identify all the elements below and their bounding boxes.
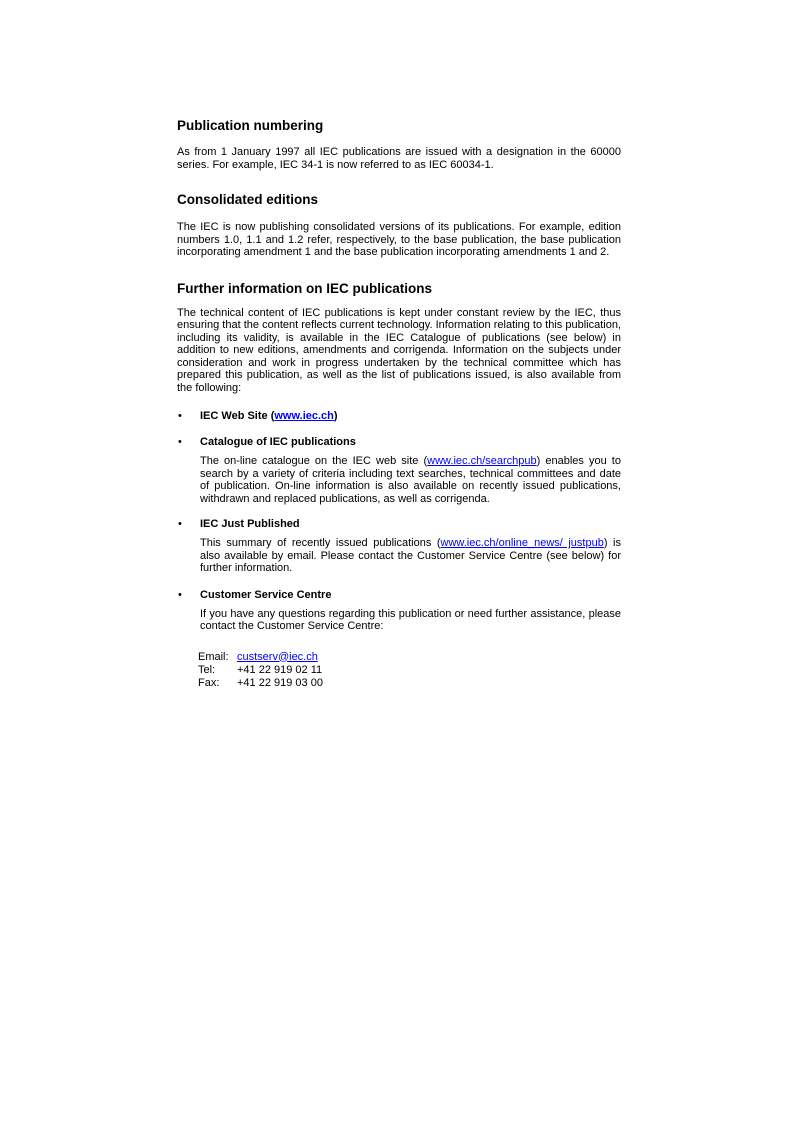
- paragraph-publication-numbering: As from 1 January 1997 all IEC publications are issued with a designation in the 60000 series. For example, IEC 34-1 is now referred to as IEC 60034-1.: [177, 146, 621, 171]
- fax-label: Fax:: [198, 676, 220, 689]
- email-link[interactable]: custserv@iec.ch: [237, 650, 318, 663]
- bullet-title-customer-service: • Customer Service Centre: [200, 588, 332, 601]
- heading-publication-numbering: Publication numbering: [177, 118, 324, 133]
- just-published-body-prefix: This summary of recently issued publications (: [200, 537, 441, 549]
- contact-tel-row: [198, 664, 621, 677]
- just-published-body-suffix: ) is also available by email. Please contact the Customer Service Centre (see below) for further information.: [200, 537, 621, 574]
- justpub-link[interactable]: www.iec.ch/online_news/ justpub: [440, 537, 604, 549]
- contact-email-row: [198, 651, 621, 664]
- page-content: [177, 118, 621, 690]
- bullet-title-suffix: ): [333, 410, 338, 422]
- contact-fax-row: [198, 677, 621, 690]
- tel-label: Tel:: [198, 663, 216, 676]
- paragraph-further-information: The technical content of IEC publications is kept under constant review by the IEC, thus ensuring that the content reflects current technology. Information relating to this publication, including its validity, is available in the IEC Catalogue of publications (see below) in addition to new editions, amendments and corrigenda. Information on the subjects under consideration and work in progress undertaken by the technical committee which has prepared this publication, as well as the list of publications issued, is also available from the following:: [177, 306, 621, 394]
- heading-consolidated-editions: Consolidated editions: [177, 192, 319, 207]
- bullet-customer-service: [177, 589, 621, 633]
- bullet-just-published: [177, 518, 621, 575]
- paragraph-customer-service: If you have any questions regarding this publication or need further assistance, please contact the Customer Service Centre:: [200, 607, 621, 632]
- bullet-catalogue: [177, 436, 621, 505]
- bullet-title-catalogue: • Catalogue of IEC publications: [200, 436, 356, 448]
- bullet-title-iec-web-site: [200, 410, 621, 423]
- iec-web-site-link[interactable]: www.iec.ch: [274, 410, 334, 422]
- email-label: Email:: [198, 650, 229, 663]
- bullet-title-prefix: IEC Web Site (: [200, 410, 275, 422]
- contact-block: [177, 651, 621, 690]
- bullet-iec-web-site: [177, 410, 621, 423]
- catalogue-body-suffix: ) enables you to search by a variety of criteria including text searches, technical committees and date of publication. On-line information is also available on recently issued publications, withdrawn and replaced publications, as well as corrigenda.: [200, 455, 621, 505]
- bullet-title-just-published: • IEC Just Published: [200, 518, 300, 530]
- fax-value: +41 22 919 03 00: [237, 676, 323, 689]
- paragraph-just-published: [200, 537, 621, 575]
- catalogue-body-prefix: The on-line catalogue on the IEC web site (: [200, 455, 428, 467]
- searchpub-link[interactable]: www.iec.ch/searchpub: [427, 455, 537, 467]
- paragraph-catalogue: [200, 455, 621, 505]
- tel-value: +41 22 919 02 11: [237, 663, 323, 676]
- paragraph-consolidated-editions: The IEC is now publishing consolidated versions of its publications. For example, edition numbers 1.0, 1.1 and 1.2 refer, respectively, to the base publication, the base publication incorporating amendment 1 and the base publication incorporating amendments 1 and 2.: [177, 221, 621, 258]
- heading-further-information: Further information on IEC publications: [177, 280, 432, 296]
